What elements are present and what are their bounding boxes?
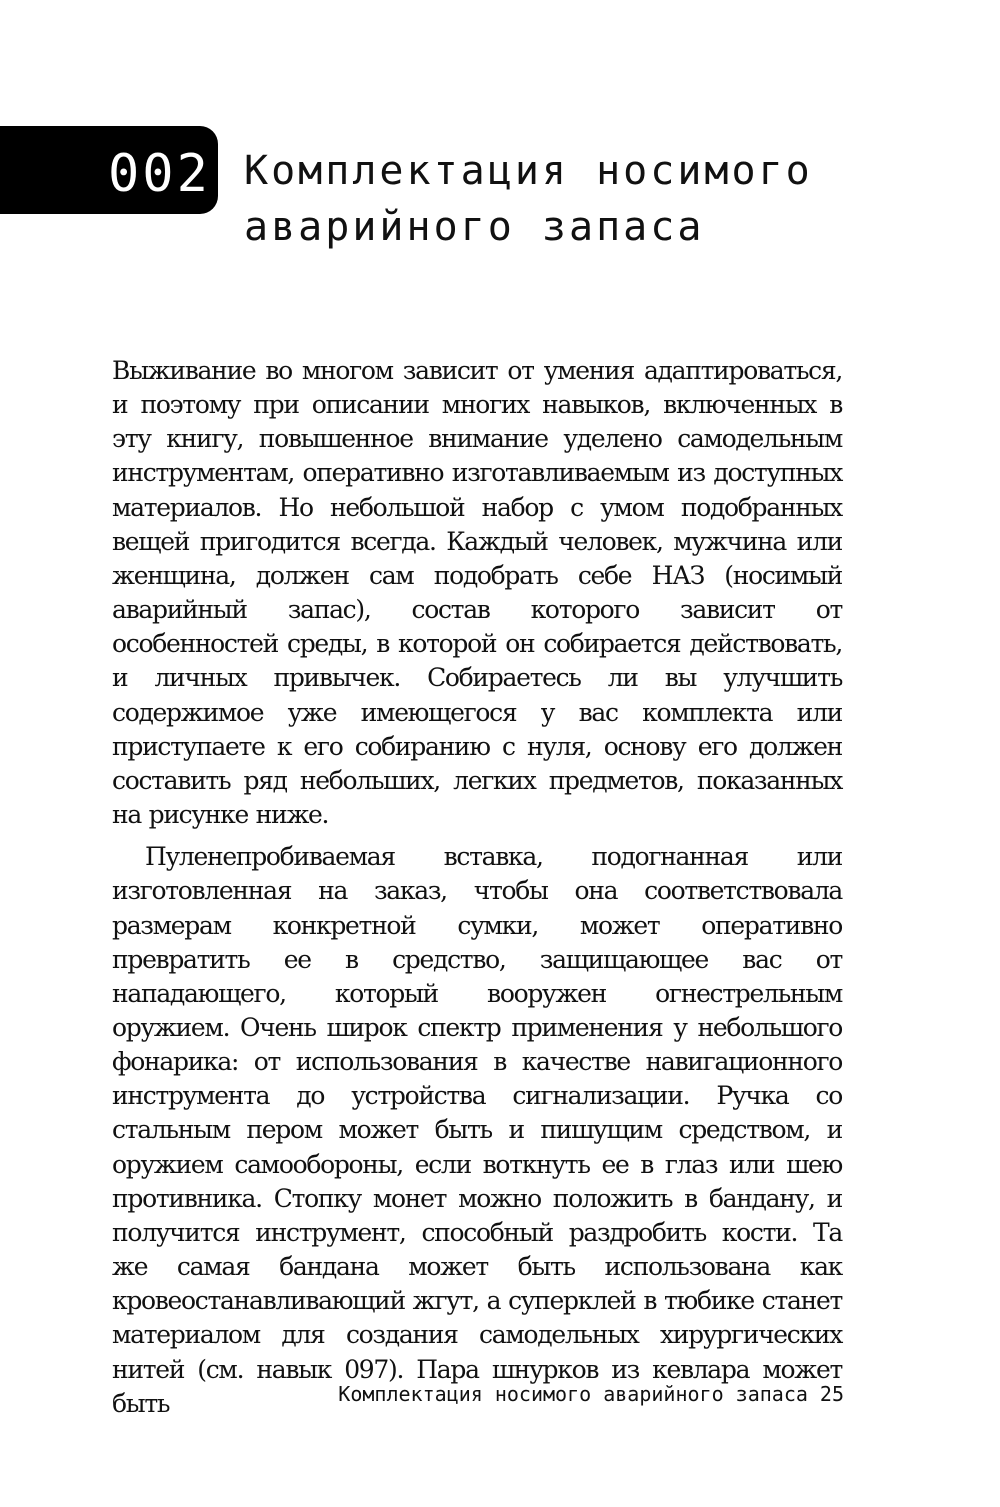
paragraph-1: Выживание во многом зависит от умения адаптироваться, и поэтому при описании многих навыков, включенных в эту книгу, повышенное внимание уделено самодельным инструментам, оперативно изготавливаемым из доступных материалов. Но небольшой набор с умом подобранных вещей пригодится всегда. Каждый человек, мужчина или женщина, должен сам подобрать себе НАЗ (носимый аварийный запас), состав которого зависит от особенностей среды, в которой он собирается действовать, и личных привычек. Собираетесь ли вы улучшить содержимое уже имеющегося у вас комплекта или приступаете к его собиранию с нуля, основу его должен составить ряд небольших, легких предметов, показанных на рисунке ниже. xyxy=(112,356,842,830)
skill-number: 002 xyxy=(108,144,211,204)
page-footer xyxy=(284,1381,844,1407)
chapter-title-line-2: аварийного запаса xyxy=(244,204,705,250)
running-title: Комплектация носимого аварийного запаса xyxy=(338,1382,808,1406)
page-number: 25 xyxy=(819,1382,844,1406)
chapter-title-line-1: Комплектация носимого xyxy=(244,148,813,194)
paragraph-2: Пуленепробиваемая вставка, подогнанная или изготовленная на заказ, чтобы она соответствовала размерам конкретной сумки, может оперативно превратить ее в средство, защищающее вас от нападающего, который вооружен огнестрельным оружием. Очень широк спектр применения у небольшого фонарика: от использования в качестве навигационного инструмента до устройства сигнализации. Ручка со стальным пером может быть и пишущим средством, и оружием самообороны, если воткнуть ее в глаз или шею противника. Стопку монет можно положить в бандану, и получится инструмент, способный раздробить кости. Та же самая бандана может быть использована как кровеостанавливающий жгут, а суперклей в тюбике станет материалом для создания самодельных хирургических нитей (см. навык 097). Пара шнурков из кевлара может быть xyxy=(112,842,842,1418)
chapter-title xyxy=(244,143,904,255)
body-text xyxy=(112,354,842,1421)
